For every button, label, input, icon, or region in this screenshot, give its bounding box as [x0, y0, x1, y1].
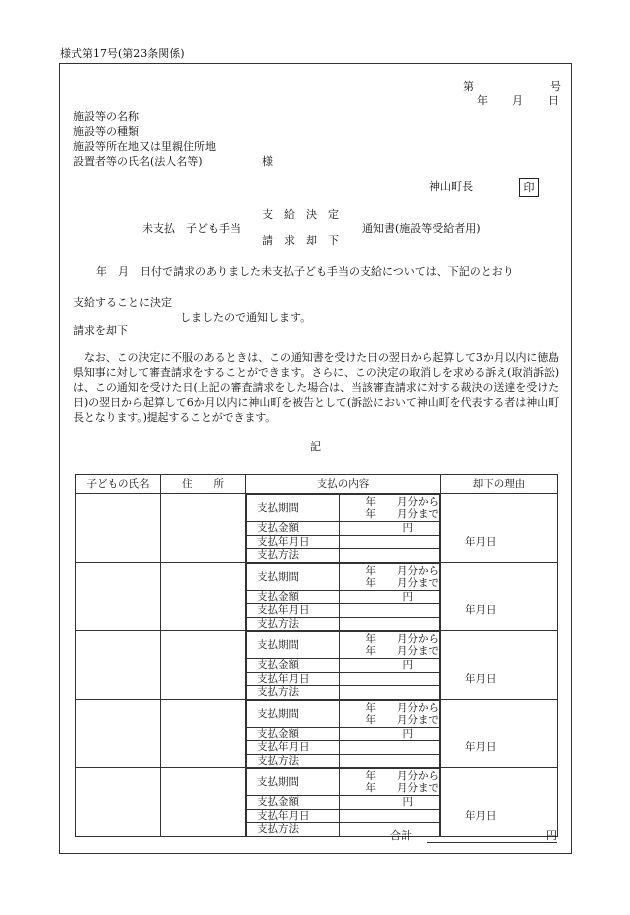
method-value[interactable] — [340, 549, 440, 562]
method-value[interactable] — [340, 617, 440, 630]
address-cell[interactable] — [161, 768, 246, 837]
title-option-reject: 請 求 却 下 — [262, 234, 339, 247]
method-label: 支払方法 — [247, 686, 340, 699]
total-input-line[interactable] — [427, 829, 557, 843]
payment-table — [75, 474, 558, 837]
date-day: 日 — [548, 94, 559, 107]
table-row — [76, 768, 558, 837]
seal-stamp: 印 — [519, 178, 539, 197]
paydate-label: 支払年月日 — [247, 604, 340, 618]
issuer-name: 神山町長 — [429, 180, 473, 193]
period-label: 支払期間 — [247, 769, 340, 796]
paydate-value[interactable]: 年 月 日 — [340, 535, 440, 549]
reject-reason-cell[interactable] — [441, 699, 558, 768]
child-name-cell[interactable] — [76, 562, 161, 631]
amount-value[interactable]: 円 — [340, 659, 440, 673]
honorific: 様 — [262, 155, 273, 168]
amount-label: 支払金額 — [247, 796, 340, 810]
child-name-cell[interactable] — [76, 494, 161, 563]
method-label: 支払方法 — [247, 617, 340, 630]
period-value[interactable]: 年 月分から 年 月分まで — [340, 495, 440, 522]
total-label: 合計 — [390, 829, 412, 842]
method-label: 支払方法 — [247, 754, 340, 767]
table-row — [76, 562, 558, 631]
title-right: 通知書(施設等受給者用) — [362, 222, 481, 235]
operator-name-label: 設置者等の氏名(法人名等) — [73, 155, 203, 168]
notice-suffix: しましたので通知します。 — [180, 311, 312, 324]
doc-number-suffix: 号 — [550, 80, 561, 93]
amount-label: 支払金額 — [247, 522, 340, 536]
paydate-label: 支払年月日 — [247, 535, 340, 549]
period-label: 支払期間 — [247, 700, 340, 727]
doc-number-prefix: 第 — [463, 80, 474, 93]
title-left: 未支払 子ども手当 — [142, 222, 241, 235]
facility-address-label: 施設等所在地又は里親住所地 — [73, 140, 216, 153]
paydate-label: 支払年月日 — [247, 672, 340, 686]
child-name-cell[interactable] — [76, 699, 161, 768]
paydate-label: 支払年月日 — [247, 741, 340, 755]
option-reject: 請求を却下 — [73, 324, 128, 337]
period-label: 支払期間 — [247, 632, 340, 659]
payment-content-cell — [246, 631, 497, 700]
header-payment-content: 支払の内容 — [246, 475, 441, 494]
total-unit: 円 — [546, 829, 557, 842]
address-cell[interactable] — [161, 699, 246, 768]
payment-content-cell — [246, 699, 497, 768]
reject-reason-cell[interactable] — [441, 562, 558, 631]
reject-reason-cell[interactable] — [441, 631, 558, 700]
child-name-cell[interactable] — [76, 768, 161, 837]
amount-label: 支払金額 — [247, 659, 340, 673]
amount-label: 支払金額 — [247, 727, 340, 741]
header-child-name: 子どもの氏名 — [76, 475, 161, 494]
header-address: 住 所 — [161, 475, 246, 494]
title-option-grant: 支 給 決 定 — [262, 208, 339, 221]
table-row — [76, 699, 558, 768]
amount-value[interactable]: 円 — [340, 522, 440, 536]
address-cell[interactable] — [161, 562, 246, 631]
amount-value[interactable]: 円 — [340, 727, 440, 741]
paydate-value[interactable]: 年 月 日 — [340, 672, 440, 686]
date-year: 年 — [477, 94, 488, 107]
ki-heading: 記 — [310, 440, 321, 453]
facility-type-label: 施設等の種類 — [73, 125, 139, 138]
facility-name-label: 施設等の名称 — [73, 110, 139, 123]
address-cell[interactable] — [161, 631, 246, 700]
method-value[interactable] — [340, 754, 440, 767]
address-cell[interactable] — [161, 494, 246, 563]
period-label: 支払期間 — [247, 495, 340, 522]
payment-content-cell — [246, 494, 497, 563]
table-row — [76, 494, 558, 563]
paydate-value[interactable]: 年 月 日 — [340, 809, 440, 823]
paydate-value[interactable]: 年 月 日 — [340, 741, 440, 755]
reject-reason-cell[interactable] — [441, 768, 558, 837]
method-label: 支払方法 — [247, 549, 340, 562]
option-pay: 支給することに決定 — [73, 296, 172, 309]
header-reject-reason: 却下の理由 — [441, 475, 558, 494]
child-name-cell[interactable] — [76, 631, 161, 700]
payment-content-cell — [246, 768, 497, 837]
paydate-value[interactable]: 年 月 日 — [340, 604, 440, 618]
period-value[interactable]: 年 月分から 年 月分まで — [340, 700, 440, 727]
method-value[interactable] — [340, 686, 440, 699]
date-month: 月 — [512, 94, 523, 107]
payment-content-cell — [246, 562, 497, 631]
amount-value[interactable]: 円 — [340, 590, 440, 604]
period-value[interactable]: 年 月分から 年 月分まで — [340, 769, 440, 796]
form-number-label: 様式第17号(第23条関係) — [60, 47, 185, 60]
appeal-paragraph: なお、この決定に不服のあるときは、この通知書を受けた日の翌日から起算して3か月以内に徳島県知事に対して審査請求をすることができます。さらに、この決定の取消しを求める訴え(取消訴訟)は、この通知を受けた日(上記の審査請求をした場合は、当該審査請求に対する裁決の送達を受けた日)の翌日から起算して6か月以内に神山町を被告として(訴訟において神山町を代表する者は神山町長となります。)提起することができます。 — [73, 351, 559, 424]
period-value[interactable]: 年 月分から 年 月分まで — [340, 563, 440, 590]
method-label: 支払方法 — [247, 823, 340, 836]
period-value[interactable]: 年 月分から 年 月分まで — [340, 632, 440, 659]
table-row — [76, 631, 558, 700]
reject-reason-cell[interactable] — [441, 494, 558, 563]
intro-text: 年 月 日付で請求のありました未支払子ども手当の支給については、下記のとおり — [96, 265, 514, 278]
paydate-label: 支払年月日 — [247, 809, 340, 823]
period-label: 支払期間 — [247, 563, 340, 590]
amount-label: 支払金額 — [247, 590, 340, 604]
amount-value[interactable]: 円 — [340, 796, 440, 810]
